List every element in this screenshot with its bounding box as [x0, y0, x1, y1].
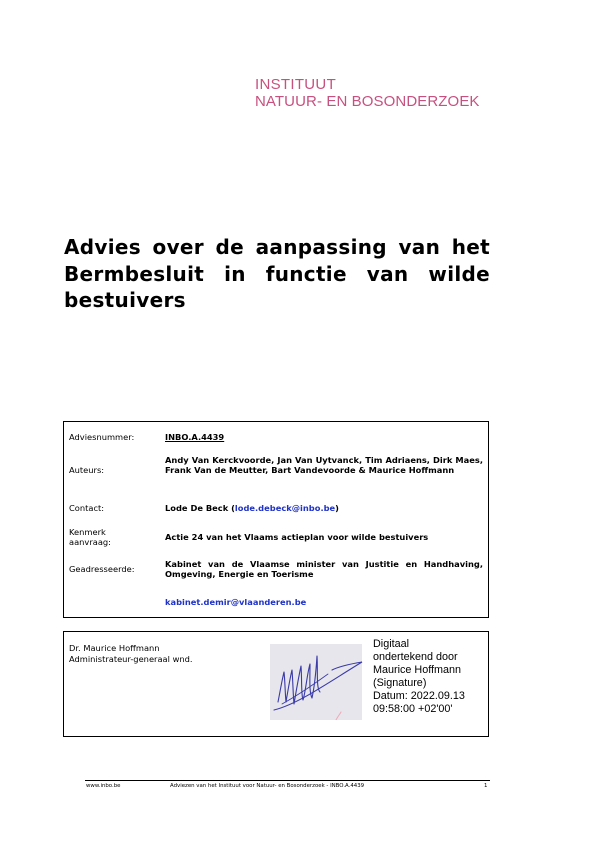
geadresseerde-label: Geadresseerde:	[69, 564, 135, 574]
contact-name: Lode De Beck (	[165, 503, 235, 513]
geadresseerde-email-link[interactable]: kabinet.demir@vlaanderen.be	[165, 597, 307, 607]
contact-email-link[interactable]: lode.debeck@inbo.be	[234, 503, 336, 513]
inbo-logo	[255, 76, 495, 110]
logo-line-2: NATUUR- EN BOSONDERZOEK	[255, 93, 480, 110]
digital-line-6: 09:58:00 +02'00'	[373, 703, 453, 715]
signature-box	[63, 631, 489, 737]
digital-line-5: Datum: 2022.09.13	[373, 690, 465, 702]
footer-series: Adviezen van het Instituut voor Natuur- en Bosonderzoek - INBO.A.4439	[170, 783, 365, 789]
logo-line-1: INSTITUUT	[255, 76, 337, 93]
signatory-role: Administrateur-generaal wnd.	[69, 654, 193, 664]
digital-signature-text	[373, 638, 488, 716]
kenmerk-label	[69, 527, 111, 547]
digital-line-2: ondertekend door	[373, 651, 458, 663]
kenmerk-label-line-1: Kenmerk	[69, 527, 106, 537]
adviesnummer-value: INBO.A.4439	[165, 432, 225, 442]
kenmerk-label-line-2: aanvraag:	[69, 537, 111, 547]
document-title: Advies over de aanpassing van het Bermbesluit in functie van wilde bestuivers	[64, 235, 490, 312]
auteurs-label: Auteurs:	[69, 465, 105, 475]
footer-website: www.inbo.be	[86, 783, 121, 789]
digital-line-4: (Signature)	[373, 677, 427, 689]
contact-label: Contact:	[69, 503, 105, 513]
adviesnummer-label: Adviesnummer:	[69, 432, 135, 442]
footer-divider	[85, 780, 490, 781]
auteurs-value: Andy Van Kerckvoorde, Jan Van Uytvanck, Tim Adriaens, Dirk Maes, Frank Van de Meutter, Bart Vandevoorde & Maurice Hoffmann	[165, 455, 483, 475]
contact-value	[165, 503, 483, 513]
signatory-name: Dr. Maurice Hoffmann	[69, 643, 160, 653]
footer-page-number: 1	[484, 783, 488, 789]
kenmerk-value: Actie 24 van het Vlaams actieplan voor wilde bestuivers	[165, 532, 429, 542]
advice-info-box	[63, 421, 489, 618]
digital-line-1: Digitaal	[373, 638, 410, 650]
handwritten-signature	[270, 644, 370, 720]
geadresseerde-value: Kabinet van de Vlaamse minister van Justitie en Handhaving, Omgeving, Energie en Toerisme	[165, 559, 483, 579]
digital-line-3: Maurice Hoffmann	[373, 664, 462, 676]
contact-close: )	[335, 503, 339, 513]
